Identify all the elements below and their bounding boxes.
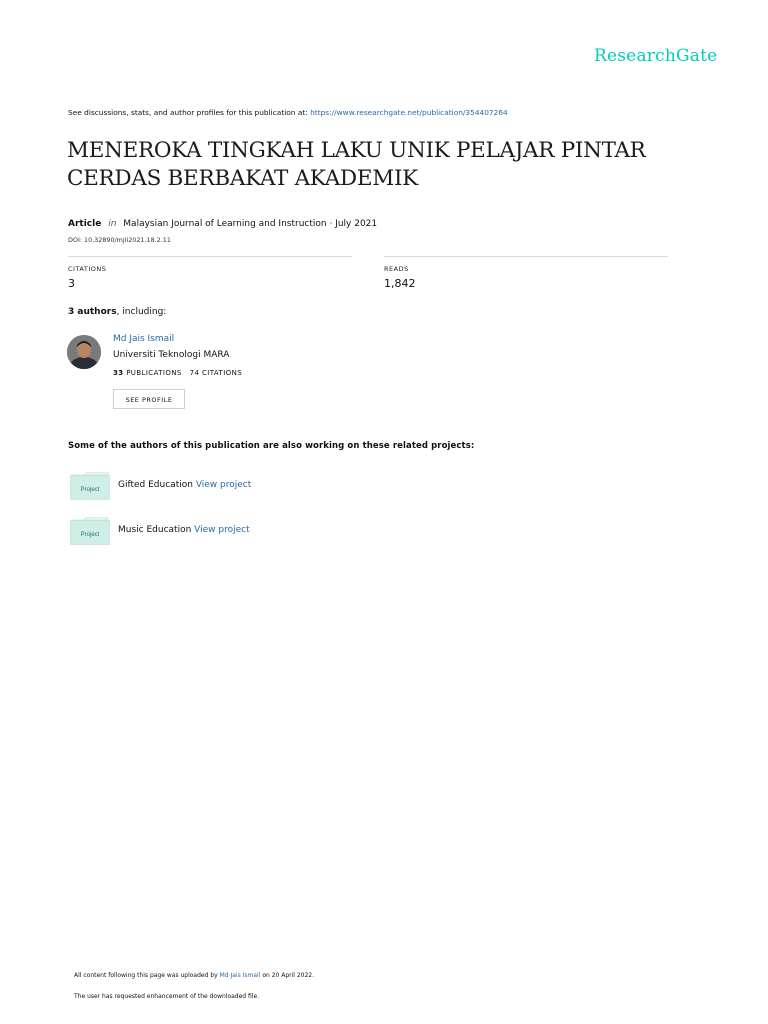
- project-folder-icon: [70, 517, 110, 545]
- project-icon-label: Project: [80, 487, 100, 493]
- reads-divider: [384, 256, 668, 257]
- project-name: Gifted Education: [118, 480, 193, 490]
- publication-in-word: in: [108, 219, 117, 229]
- publication-doi: DOI: 10.32890/mjli2021.18.2.11: [68, 236, 171, 244]
- author-institution: Universiti Teknologi MARA: [113, 350, 230, 360]
- authors-count-rest: , including:: [116, 307, 167, 317]
- citations-label: CITATIONS: [68, 265, 107, 273]
- see-profile-button[interactable]: SEE PROFILE: [113, 389, 185, 409]
- upload-note: [74, 972, 314, 979]
- publication-meta: [68, 219, 377, 229]
- author-publications-count: 33: [113, 369, 124, 377]
- citations-value: 3: [68, 277, 75, 290]
- reads-label: READS: [384, 265, 409, 273]
- publication-kind: Article: [68, 219, 102, 229]
- authors-count: 3 authors: [68, 307, 117, 317]
- upload-prefix: All content following this page was uploaded by: [74, 972, 218, 979]
- author-photo-icon: [67, 335, 101, 369]
- citations-divider: [68, 256, 352, 257]
- author-avatar[interactable]: [67, 335, 101, 369]
- reads-value: 1,842: [384, 277, 416, 290]
- publication-url-link[interactable]: https://www.researchgate.net/publication/354407264: [310, 108, 508, 117]
- project-folder-icon: [70, 472, 110, 500]
- uploader-link[interactable]: Md Jais Ismail: [219, 972, 261, 979]
- project-icon-label: Project: [80, 532, 100, 538]
- author-citations-label: CITATIONS: [202, 369, 243, 377]
- author-citations-count: 74: [189, 369, 200, 377]
- upload-suffix: on 20 April 2022.: [262, 972, 315, 979]
- authors-heading: [68, 307, 166, 317]
- researchgate-logo[interactable]: ResearchGate: [594, 46, 718, 66]
- disclaimer-text: See discussions, stats, and author profiles for this publication at:: [68, 108, 308, 117]
- publication-venue-date: Malaysian Journal of Learning and Instruction · July 2021: [123, 219, 378, 229]
- related-projects-heading: Some of the authors of this publication are also working on these related projects:: [68, 441, 475, 451]
- project-text: [118, 480, 251, 490]
- project-text: [118, 525, 250, 535]
- enhancement-note: The user has requested enhancement of the downloaded file.: [74, 993, 260, 1000]
- author-stats: [113, 369, 242, 377]
- project-name: Music Education: [118, 525, 192, 535]
- publication-disclaimer: [68, 108, 508, 117]
- author-name-link[interactable]: Md Jais Ismail: [113, 334, 175, 344]
- view-project-link[interactable]: View project: [195, 480, 252, 490]
- publication-title: MENEROKA TINGKAH LAKU UNIK PELAJAR PINTAR CERDAS BERBAKAT AKADEMIK: [67, 138, 646, 191]
- author-publications-label: PUBLICATIONS: [126, 369, 182, 377]
- view-project-link[interactable]: View project: [194, 525, 250, 535]
